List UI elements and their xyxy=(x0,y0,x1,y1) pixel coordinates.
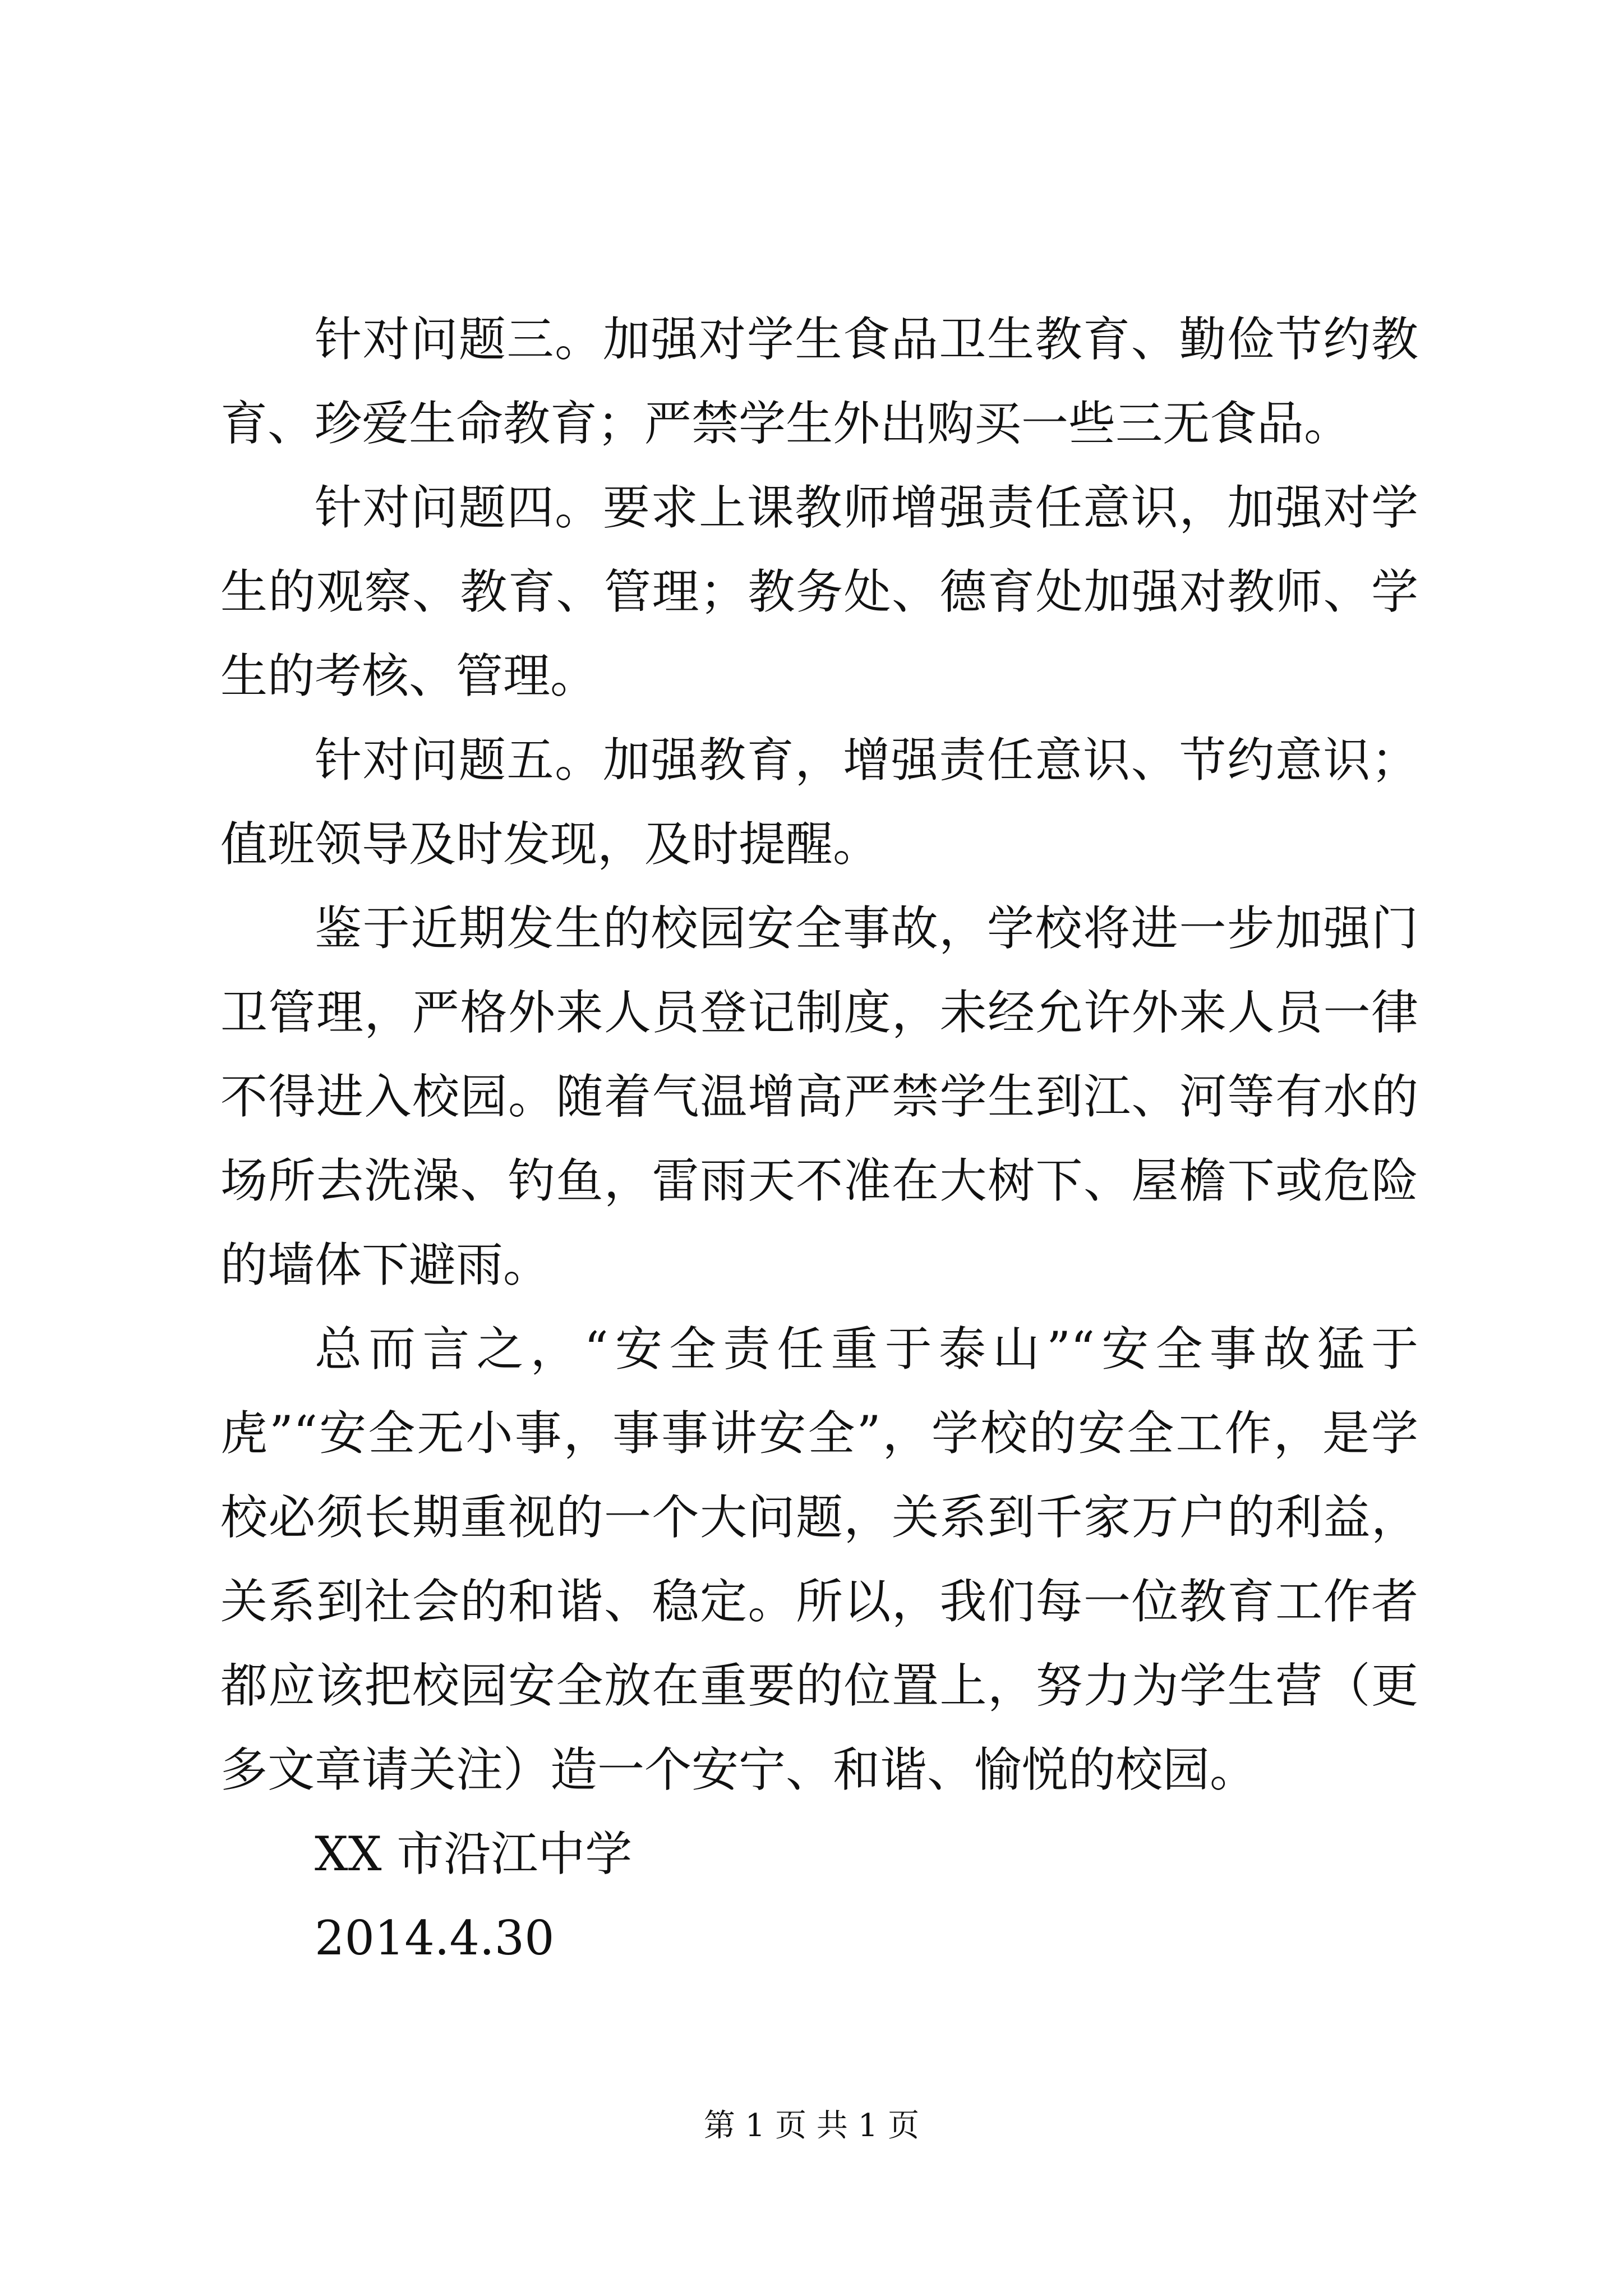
document-body xyxy=(220,297,1418,1980)
paragraph-problem-three: 针对问题三。加强对学生食品卫生教育、勤俭节约教育、珍爱生命教育；严禁学生外出购买一些三无食品。 xyxy=(220,312,1418,451)
signature-date: 2014.4.30 xyxy=(315,1911,555,1966)
paragraph-problem-four: 针对问题四。要求上课教师增强责任意识，加强对学生的观察、教育、管理；教务处、德育处加强对教师、学生的考核、管理。 xyxy=(220,480,1418,703)
paragraph-problem-five: 针对问题五。加强教育，增强责任意识、节约意识；值班领导及时发现，及时提醒。 xyxy=(220,733,1418,872)
signature-organization: XX 市沿江中学 xyxy=(315,1826,633,1881)
paragraph-conclusion: 总而言之，“安全责任重于泰山”“安全事故猛于虎”“安全无小事，事事讲安全”，学校的安全工作，是学校必须长期重视的一个大问题，关系到千家万户的利益，关系到社会的和谐、稳定。所以，我们每一位教育工作者都应该把校园安全放在重要的位置上，努力为学生营（更多文章请关注）造一个安宁、和谐、愉悦的校园。 xyxy=(220,1322,1418,1797)
page-footer: 第 1 页 共 1 页 xyxy=(703,2108,920,2144)
paragraph-campus-safety: 鉴于近期发生的校园安全事故，学校将进一步加强门卫管理，严格外来人员登记制度，未经允许外来人员一律不得进入校园。随着气温增高严禁学生到江、河等有水的场所去洗澡、钓鱼，雷雨天不准在大树下、屋檐下或危险的墙体下避雨。 xyxy=(220,901,1418,1292)
